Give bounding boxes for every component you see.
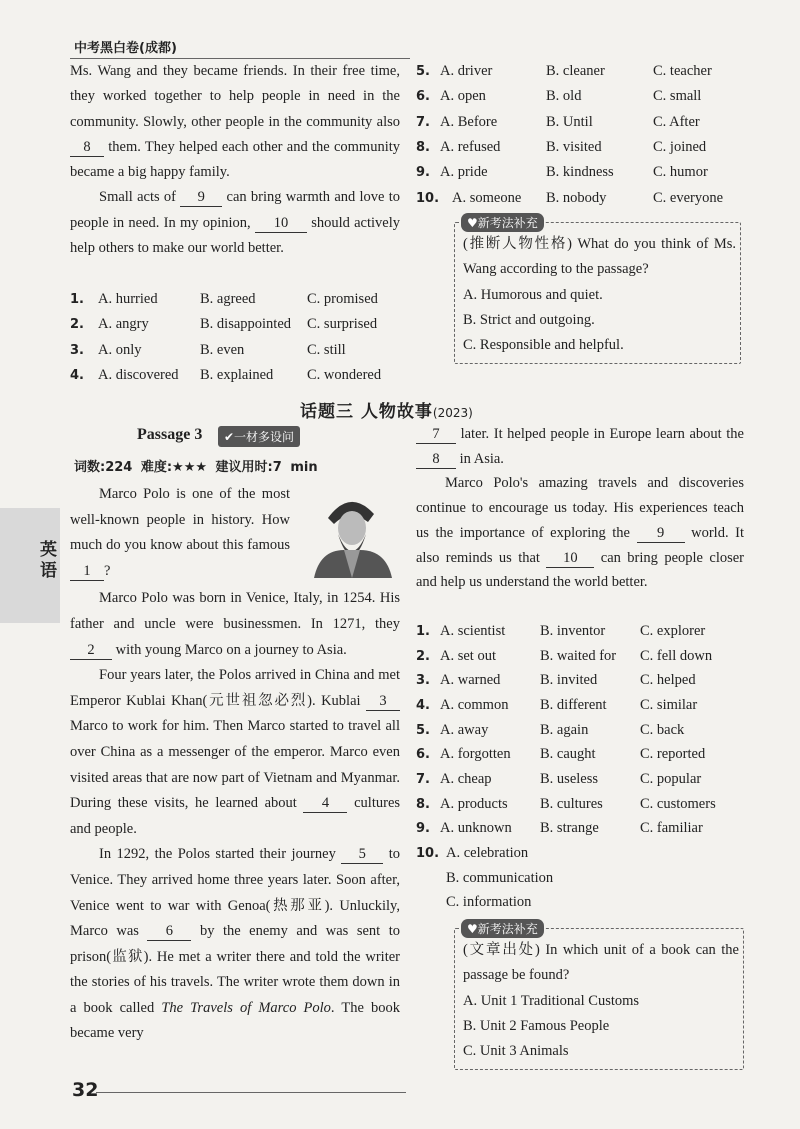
option-row [70, 338, 405, 363]
option-b[interactable]: B. agreed [200, 291, 256, 308]
option-row [416, 866, 746, 891]
option-b[interactable]: B. useless [540, 770, 598, 787]
text-run: Ms. Wang and they became friends. In their free time, they worked together to help people in need in the community. Slowly, other people in the community also [70, 63, 400, 130]
option-a[interactable]: A. driver [440, 63, 493, 80]
passage3-text-left [70, 482, 400, 1047]
option-c[interactable]: C. back [640, 721, 685, 738]
option-row [416, 160, 746, 185]
option-a[interactable]: A. hurried [98, 291, 158, 308]
option-row [416, 792, 746, 817]
blank-7[interactable]: 7 [416, 426, 456, 444]
option-number: 4. [416, 697, 430, 713]
blank-10[interactable]: 10 [255, 215, 307, 233]
option-number: 7. [416, 114, 430, 130]
option-number: 2. [416, 648, 430, 664]
text-run: to Venice. They arrived home three years later. Soon after, Venice went to war with Genoa(热那亚). Unluckily, Marco was [70, 846, 401, 940]
option-c[interactable]: C. popular [640, 770, 702, 787]
text-run: cultures and people. [70, 795, 401, 837]
text-run: Four years later, the Polos arrived in China and met Emperor Kublai Khan(元世祖忽必烈). Kublai [70, 667, 400, 709]
option-number: 10. [416, 190, 440, 206]
passage3-para4 [70, 842, 400, 1047]
passage3-para3 [70, 663, 400, 842]
option-row [416, 742, 746, 767]
option-a[interactable]: A. away [440, 721, 489, 738]
text-run: can bring warmth and love to people in need. In my opinion, [70, 189, 401, 231]
option-b[interactable]: B. again [540, 721, 589, 738]
option-b[interactable]: B. old [546, 88, 582, 105]
option-b[interactable]: B. visited [546, 139, 602, 156]
topic-title: 话题三 人物故事 [300, 402, 433, 422]
option-number: 9. [416, 165, 430, 181]
option-b[interactable]: B. cultures [540, 795, 603, 812]
option-row [416, 644, 746, 669]
passage2-options-left [70, 287, 405, 388]
box-title: ♥新考法补充 [461, 919, 544, 938]
option-number: 6. [416, 89, 430, 105]
option-b[interactable]: B. caught [540, 746, 596, 763]
text-run: can bring people closer and help us understand the world better. [416, 549, 745, 591]
option-b[interactable]: B. disappointed [200, 316, 292, 333]
text-run: should actively help others to make our world better. [70, 214, 400, 257]
option-c[interactable]: C. fell down [640, 647, 713, 664]
option-row [416, 767, 746, 792]
option-row [416, 619, 746, 644]
option-a[interactable]: A. discovered [98, 367, 179, 384]
option-number: 1. [70, 292, 84, 308]
blank-6[interactable]: 6 [147, 923, 191, 941]
option-number: 8. [416, 140, 430, 156]
text-run: later. It helped people in Europe learn about the [460, 426, 744, 442]
passage2-text [70, 59, 400, 261]
option-b[interactable]: B. even [200, 341, 245, 358]
option-b[interactable]: B. different [540, 696, 607, 713]
option-c[interactable]: C. familiar [640, 820, 703, 837]
text-run: Marco to work for him. Then Marco started to travel all over China as a messenger of the emperor. Marco even visited areas that are now part of Vietnam and Myanmar. During these visits, he learned about [70, 718, 400, 812]
text-run: ? [104, 562, 111, 579]
option-number: 3. [416, 673, 430, 689]
text-run: world. It also reminds us that [416, 524, 744, 566]
passage3-para2 [70, 586, 400, 663]
option-row [70, 312, 405, 337]
box-option-b[interactable]: B. Strict and outgoing. [463, 311, 595, 328]
box-question: (文章出处) In which unit of a book can the passage be found? [463, 942, 739, 984]
option-number: 5. [416, 722, 430, 738]
text-run: In 1292, the Polos started their journey [99, 846, 336, 863]
option-row [416, 185, 746, 210]
side-tab-label: 英语 [36, 540, 56, 582]
blank-2[interactable]: 2 [70, 642, 112, 660]
passage3-options [416, 619, 746, 915]
blank-5[interactable]: 5 [341, 846, 383, 864]
option-row [416, 693, 746, 718]
option-c[interactable]: C. promised [307, 291, 378, 308]
option-c[interactable]: C. reported [640, 746, 706, 763]
option-a[interactable]: A. products [440, 795, 508, 812]
option-c[interactable]: C. information [446, 894, 532, 911]
passage3-para4-cont [416, 422, 744, 471]
option-row [416, 135, 746, 160]
text-run: Marco Polo is one of the most well-known people in history. How much do you know about this famous [70, 486, 290, 554]
passage2-options-right [416, 59, 746, 211]
option-c[interactable]: C. After [653, 113, 700, 130]
option-a[interactable]: A. cheap [440, 770, 492, 787]
option-c[interactable]: C. still [307, 341, 346, 358]
option-row [416, 718, 746, 743]
option-b[interactable]: B. inventor [540, 622, 606, 639]
text-run: Marco Polo's amazing travels and discoveries continue to encourage us today. His experiences teach us the importance of exploring the [416, 475, 744, 541]
option-c[interactable]: C. small [653, 88, 702, 105]
option-row [416, 59, 746, 84]
option-number: 3. [70, 342, 84, 358]
box-body [455, 929, 743, 1064]
option-c[interactable]: C. wondered [307, 367, 382, 384]
blank-10[interactable]: 10 [546, 550, 594, 568]
page-number: 32 [72, 1079, 99, 1101]
new-question-box-1 [454, 216, 741, 364]
option-a[interactable]: A. pride [440, 164, 488, 181]
passage3-para5 [416, 471, 744, 595]
text-run: by the enemy and was sent to prison(监狱). He met a writer there and told the writer the stories of his travels. The writer wrote them down in a book called [70, 923, 400, 1016]
blank-9[interactable]: 9 [637, 525, 685, 543]
footer-rule [96, 1092, 406, 1093]
box-option-a[interactable]: A. Humorous and quiet. [463, 286, 603, 303]
option-a[interactable]: A. warned [440, 672, 501, 689]
option-row [70, 363, 405, 388]
book-title: 中考黑白卷(成都) [74, 41, 177, 56]
blank-8[interactable]: 8 [70, 139, 104, 157]
passage2-para2 [70, 185, 400, 261]
text-run: Marco Polo was born in Venice, Italy, in 1254. His father and uncle were businessmen. In 1271, they [70, 590, 400, 632]
option-a[interactable]: A. forgotten [440, 746, 511, 763]
box-title: ♥新考法补充 [461, 213, 544, 232]
passage3-text-right [416, 422, 744, 595]
option-number: 10. [416, 846, 440, 862]
new-question-box-2 [454, 922, 744, 1070]
option-number: 9. [416, 821, 430, 837]
option-a[interactable]: A. angry [98, 316, 149, 333]
option-b[interactable]: B. waited for [540, 647, 617, 664]
option-a[interactable]: A. only [98, 341, 142, 358]
option-c[interactable]: C. humor [653, 164, 708, 181]
option-b[interactable]: B. Until [546, 113, 593, 130]
blank-8[interactable]: 8 [416, 451, 456, 469]
option-a[interactable]: A. unknown [440, 820, 512, 837]
option-number: 7. [416, 771, 430, 787]
box-body [455, 223, 740, 358]
option-a[interactable]: A. scientist [440, 622, 506, 639]
text-run: them. They helped each other and the community became a big happy family. [70, 138, 401, 181]
option-b[interactable]: B. explained [200, 367, 274, 384]
option-row [416, 110, 746, 135]
blank-9[interactable]: 9 [180, 189, 222, 207]
option-a[interactable]: A. open [440, 88, 486, 105]
option-c[interactable]: C. everyone [653, 189, 724, 206]
option-c[interactable]: C. joined [653, 139, 707, 156]
topic-heading [300, 397, 473, 422]
text-run: . The book became very [70, 999, 401, 1042]
passage3-meta: 词数:224 难度:★★★ 建议用时:7 min [74, 460, 318, 475]
option-c[interactable]: C. teacher [653, 63, 712, 80]
text-run: Small acts of [99, 189, 176, 206]
option-a[interactable]: A. Before [440, 113, 498, 130]
topic-year: (2023) [432, 406, 473, 420]
option-c[interactable]: C. similar [640, 696, 698, 713]
option-b[interactable]: B. communication [446, 869, 554, 886]
option-number: 4. [70, 368, 84, 384]
option-a[interactable]: A. celebration [446, 845, 529, 862]
option-b[interactable]: B. cleaner [546, 63, 605, 80]
option-row [416, 891, 746, 916]
option-c[interactable]: C. surprised [307, 316, 378, 333]
text-run: with young Marco on a journey to Asia. [115, 641, 347, 658]
blank-3[interactable]: 3 [366, 693, 400, 711]
option-row [70, 287, 405, 312]
option-row [416, 84, 746, 109]
option-b[interactable]: B. strange [540, 820, 599, 837]
option-a[interactable]: A. someone [452, 189, 522, 206]
passage2-para1 [70, 59, 400, 185]
box-option-a[interactable]: A. Unit 1 Traditional Customs [463, 992, 640, 1009]
blank-4[interactable]: 4 [303, 795, 347, 813]
option-c[interactable]: C. helped [640, 672, 696, 689]
option-c[interactable]: C. explorer [640, 622, 706, 639]
option-number: 8. [416, 796, 430, 812]
box-option-c[interactable]: C. Unit 3 Animals [463, 1043, 569, 1060]
book-title: The Travels of Marco Polo [161, 999, 331, 1016]
passage3-para1 [70, 482, 290, 584]
option-number: 2. [70, 317, 84, 333]
option-b[interactable]: B. kindness [546, 164, 614, 181]
passage3-title: Passage 3 [137, 426, 203, 443]
blank-1[interactable]: 1 [70, 563, 104, 581]
option-b[interactable]: B. invited [540, 672, 598, 689]
text-run: in Asia. [459, 450, 504, 467]
box-option-b[interactable]: B. Unit 2 Famous People [463, 1017, 610, 1034]
option-a[interactable]: A. common [440, 696, 509, 713]
passage3-tag: ✔一材多设问 [218, 426, 300, 447]
option-row [416, 841, 746, 866]
option-a[interactable]: A. set out [440, 647, 496, 664]
box-question: (推断人物性格) What do you think of Ms. Wang according to the passage? [463, 236, 736, 278]
option-row [416, 817, 746, 842]
option-row [416, 668, 746, 693]
option-number: 5. [416, 64, 430, 80]
option-b[interactable]: B. nobody [546, 189, 607, 206]
box-option-c[interactable]: C. Responsible and helpful. [463, 337, 624, 354]
option-number: 6. [416, 747, 430, 763]
option-c[interactable]: C. customers [640, 795, 716, 812]
option-number: 1. [416, 623, 430, 639]
option-a[interactable]: A. refused [440, 139, 501, 156]
